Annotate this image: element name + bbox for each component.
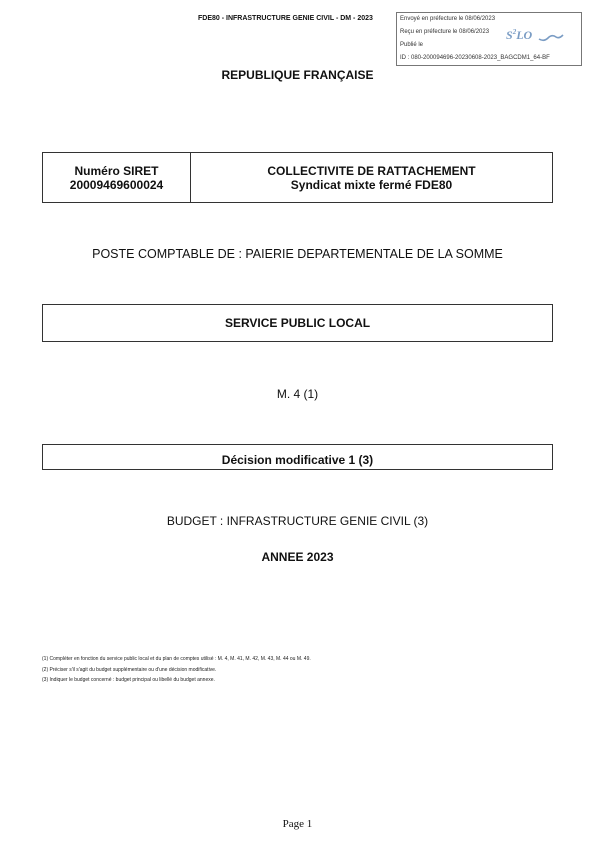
poste-comptable: POSTE COMPTABLE DE : PAIERIE DEPARTEMENTALE DE LA SOMME bbox=[92, 247, 503, 261]
decision-label: Décision modificative 1 (3) bbox=[221, 453, 374, 467]
s2lo-logo: $S^2LO$ bbox=[506, 28, 533, 42]
page-number: Page 1 bbox=[282, 818, 313, 830]
footnote-2: (2) Préciser s'il s'agit du budget supplémentaire ou d'une décision modificative. bbox=[42, 667, 217, 673]
stamp-id: ID : 080-200094696-20230608-2023_BAGCDM1_64-BF bbox=[400, 55, 550, 61]
nomenclature: M. 4 (1) bbox=[276, 387, 319, 401]
footnote-1: (1) Compléter en fonction du service public local et du plan de comptes utilisé : M. 4, M. 41, M. 42, M. 43, M. 44 ou M. 49. bbox=[42, 656, 311, 662]
stamp-published: Publié le bbox=[400, 42, 424, 48]
siret-value: 20009469600024 bbox=[69, 177, 164, 192]
footnote-3: (3) Indiquer le budget concerné : budget principal ou libellé du budget annexe. bbox=[42, 677, 215, 683]
collectivite-cell bbox=[191, 153, 552, 202]
collectivite-label: COLLECTIVITE DE RATTACHEMENT bbox=[267, 163, 476, 178]
republique-heading: REPUBLIQUE FRANÇAISE bbox=[221, 68, 374, 82]
service-label: SERVICE PUBLIC LOCAL bbox=[224, 316, 371, 330]
siret-collectivite-box bbox=[42, 152, 553, 203]
collectivite-value: Syndicat mixte fermé FDE80 bbox=[290, 177, 453, 192]
siret-label: Numéro SIRET bbox=[74, 163, 159, 178]
stamp-received-date: Reçu en préfecture le 08/06/2023 bbox=[400, 29, 490, 35]
stamp-sent-date: Envoyé en préfecture le 08/06/2023 bbox=[400, 16, 496, 22]
siret-cell bbox=[43, 153, 191, 202]
budget-label: BUDGET : INFRASTRUCTURE GENIE CIVIL (3) bbox=[166, 514, 429, 528]
service-public-box bbox=[42, 304, 553, 342]
annee-label: ANNEE 2023 bbox=[261, 550, 334, 564]
decision-box bbox=[42, 444, 553, 470]
s2lo-checkmark-icon bbox=[538, 33, 564, 43]
document-header-title: FDE80 - INFRASTRUCTURE GENIE CIVIL - DM - 2023 bbox=[198, 15, 373, 22]
